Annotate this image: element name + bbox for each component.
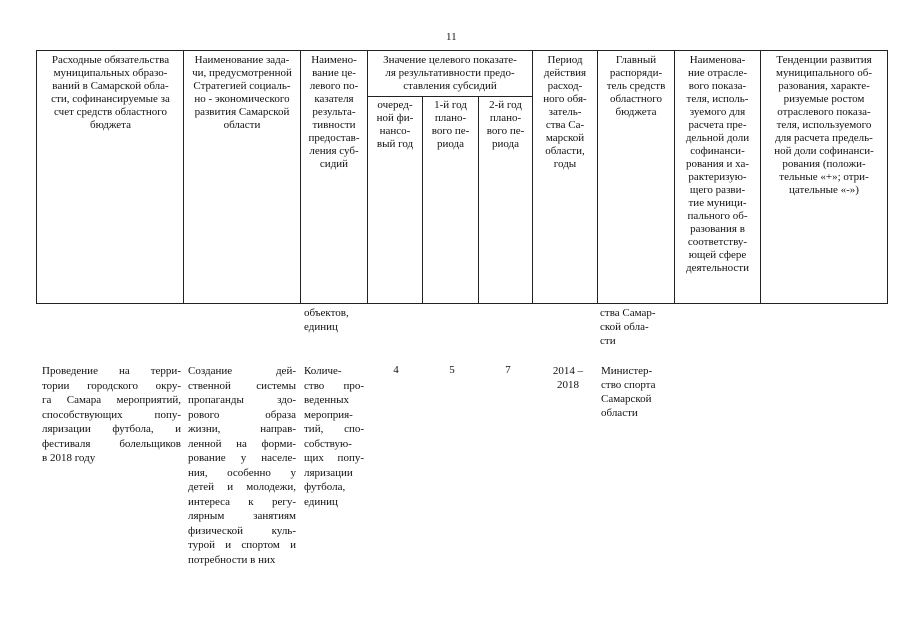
header-plan-year-1: 1-й год плано- вого пе- риода <box>431 99 470 150</box>
row-value-plan-1: 5 <box>449 364 455 376</box>
row-obligation: Проведение на терри- тории городского окру- га Самара мероприятий, способствующих попу- ляризации футбола, и фестиваля болельщиков в 2018 году <box>42 365 181 464</box>
header-target-value: Значение целевого показате- ля результативности предо- ставления субсидий <box>383 54 517 92</box>
header-trends: Тенденции развития муниципального об- разования, характе- ризуемые ростом отраслевого показа- теля, используемого для расчета предель- ной доли софинанси- рования (положи- тельные «+»; отри- цательные «-») <box>774 54 874 196</box>
row-manager: Министер- ство спорта Самарской области <box>601 365 656 419</box>
header-current-year: очеред- ной фи- нансо- вый год <box>376 99 414 150</box>
row-value-plan-2: 7 <box>505 364 511 376</box>
group-divider <box>367 96 532 97</box>
page-number: 11 <box>446 31 457 43</box>
row-task: Создание дей- ственной системы пропаганды здо- рового образа жизни, направ- ленной на форми- рование у населе- ния, особенно у детей и молодежи, интереса к регу- лярным занятиям физической куль- турой и спортом и потребности в них <box>188 365 296 566</box>
header-obligations: Расходные обязательства муниципальных образо- ваний в Самарской обла- сти, софинансируемые за счет средств областного бюджета <box>51 54 170 131</box>
continuation-indicator: объектов, единиц <box>304 307 349 333</box>
header-plan-year-2: 2-й год плано- вого пе- риода <box>486 99 525 150</box>
row-period: 2014 – 2018 <box>552 365 584 391</box>
header-manager: Главный распоряди- тель средств областного бюджета <box>606 54 666 118</box>
header-indicator: Наимено- вание це- левого по- казателя результа- тивности предостав- ления суб- сидий <box>308 54 360 170</box>
header-branch-indicator: Наименова- ние отрасле- вого показа- теля, исполь- зуемого для расчета пре- дельной доли софинанси- рования и ха- рактеризую- щего разви- тие муници- пального об- разования в соответству- ющей сфере деятельности <box>685 54 750 274</box>
header-period: Период действия расход- ного обя- затель- ства Са- марской области, годы <box>543 54 587 170</box>
row-indicator: Количе- ство про- веденных мероприя- тий, спо- собствую- щих попу- ляризации футбола, единиц <box>304 365 364 508</box>
header-task: Наименование зада- чи, предусмотренной Стратегией социаль- но - экономического развития Самарской области <box>192 54 292 131</box>
row-value-current: 4 <box>393 364 399 376</box>
continuation-manager: ства Самар- ской обла- сти <box>600 307 656 347</box>
